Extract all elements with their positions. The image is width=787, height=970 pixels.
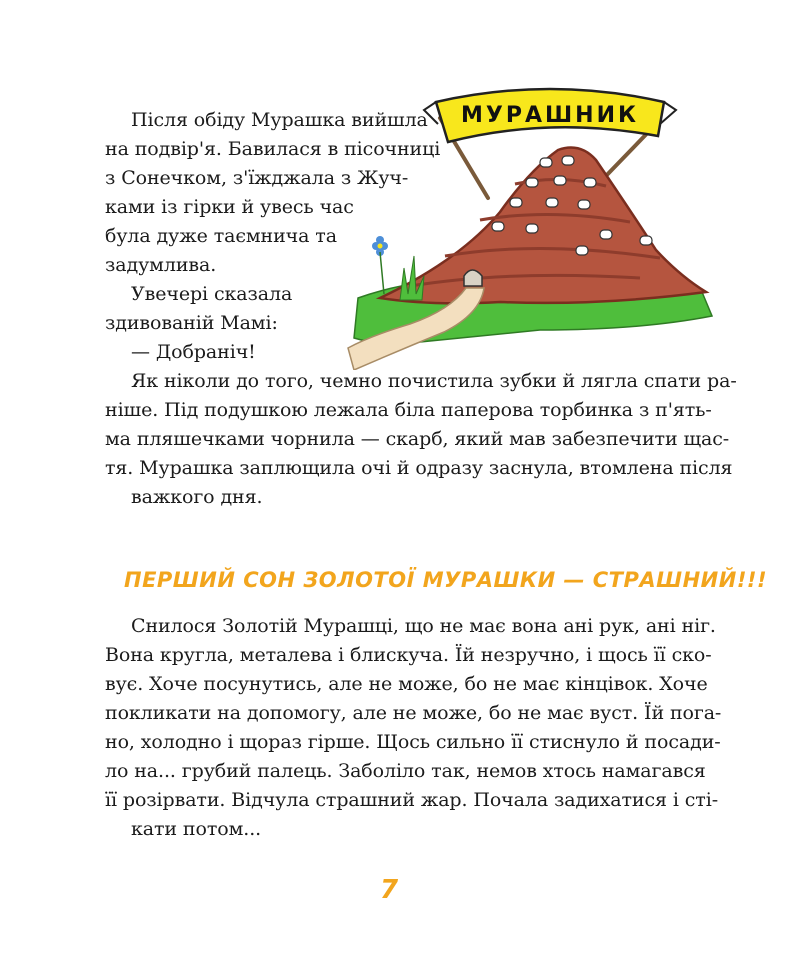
dialogue-line: — Добраніч! — [131, 341, 256, 363]
text-line: ками із гірки й увесь час — [105, 196, 354, 218]
text-line: тя. Мурашка заплющила очі й одразу заснула, втомлена після — [105, 457, 733, 479]
page-number: 7 — [380, 875, 399, 905]
section-heading: ПЕРШИЙ СОН ЗОЛОТОЇ МУРАШКИ — СТРАШНИЙ!!! — [124, 568, 768, 592]
text-line: Увечері сказала — [131, 283, 293, 305]
text-line: кати потом... — [131, 818, 262, 840]
text-line: з Сонечком, з'їжджала з Жуч- — [105, 167, 409, 189]
anthill-door — [464, 270, 482, 286]
text-line: ло на... грубий палець. Заболіло так, немов хтось намагався — [105, 760, 706, 782]
text-line: ма пляшечками чорнила — скарб, який мав забезпечити щас- — [105, 428, 730, 450]
text-line: здивованій Мамі: — [105, 312, 278, 334]
text-line: Вона кругла, металева і блискуча. Їй незручно, і щось її ско- — [105, 644, 712, 666]
text-line: задумлива. — [105, 254, 217, 276]
text-line: Після обіду Мурашка вийшла — [131, 109, 428, 131]
text-line: вує. Хоче посунутись, але не може, бо не має кінцівок. Хоче — [105, 673, 708, 695]
text-line: на подвір'я. Бавилася в пісочниці — [105, 138, 441, 160]
text-line: важкого дня. — [131, 486, 263, 508]
flower-icon — [372, 236, 388, 294]
text-line: покликати на допомогу, але не може, бо не має вуст. Їй пога- — [105, 702, 722, 724]
banner-text: МУРАШНИК — [461, 103, 639, 128]
text-line: була дуже таємнича та — [105, 225, 337, 247]
text-line: ніше. Під подушкою лежала біла паперова торбинка з п'ять- — [105, 399, 712, 421]
anthill — [380, 148, 706, 304]
text-line: Як ніколи до того, чемно почистила зубки й лягла спати ра- — [131, 370, 737, 392]
text-line: но, холодно і щораз гірше. Щось сильно її стиснуло й посади- — [105, 731, 721, 753]
text-line: її розірвати. Відчула страшний жар. Почала задихатися і сті- — [105, 789, 719, 811]
text-line: Снилося Золотій Мурашці, що не має вона ані рук, ані ніг. — [131, 615, 716, 637]
